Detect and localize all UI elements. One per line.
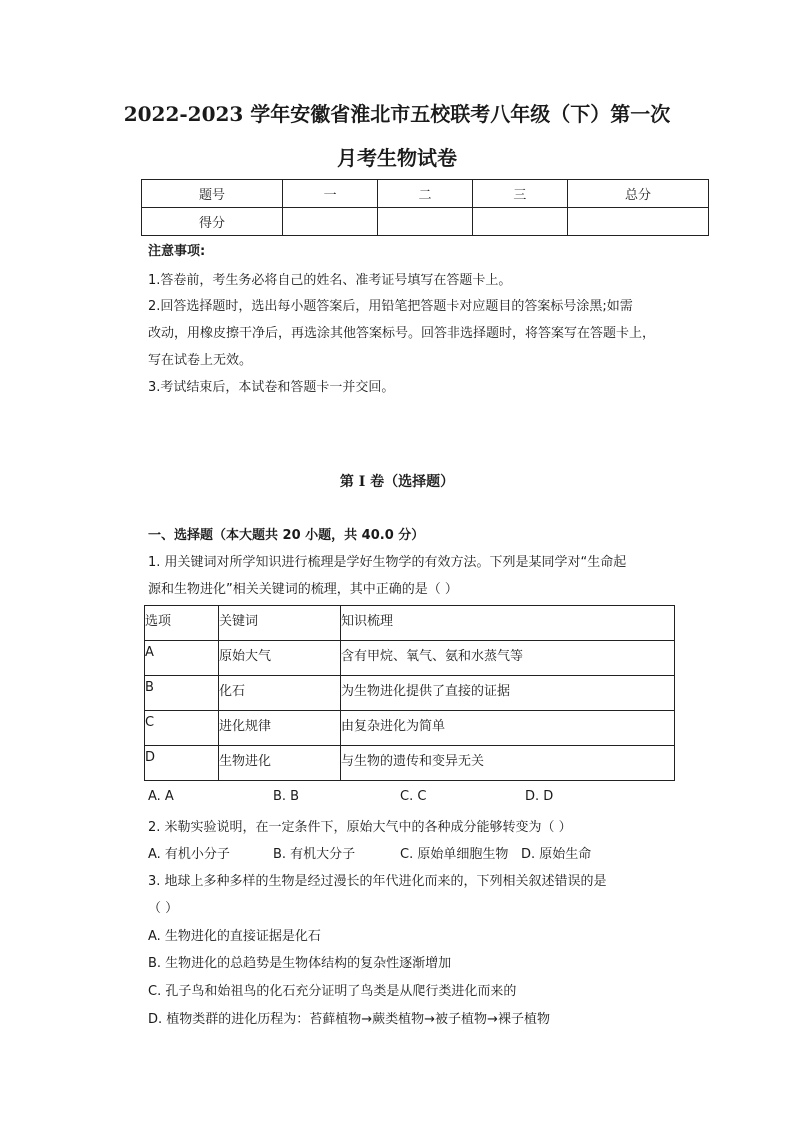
table-cell: 生物进化 — [219, 746, 341, 781]
notice-item-2-line1: 2.回答选择题时，选出每小题答案后，用铅笔把答题卡对应题目的答案标号涂黑;如需 — [148, 299, 633, 314]
table-cell: 选项 — [145, 606, 219, 641]
q3-option-d: D. 植物类群的进化历程为：苔藓植物→蕨类植物→被子植物→裸子植物 — [148, 1012, 550, 1027]
table-cell: 化石 — [219, 676, 341, 711]
notice-item-3: 3.考试结束后，本试卷和答题卡一并交回。 — [148, 380, 395, 395]
q3-option-b: B. 生物进化的总趋势是生物体结构的复杂性逐渐增加 — [148, 956, 452, 971]
table-cell: 关键词 — [219, 606, 341, 641]
q1-option-c: C. C — [400, 789, 427, 804]
notice-item-1: 1.答卷前，考生务必将自己的姓名、准考证号填写在答题卡上。 — [148, 273, 512, 288]
q1-stem-line2: 源和生物进化”相关关键词的梳理，其中正确的是（ ） — [148, 582, 458, 597]
table-row — [145, 676, 675, 711]
q1-option-a: A. A — [148, 789, 174, 804]
table-row — [145, 711, 675, 746]
table-cell: A — [145, 641, 219, 676]
q1-keyword-table — [144, 605, 675, 781]
table-row — [145, 746, 675, 781]
q3-stem-line1: 3. 地球上多种多样的生物是经过漫长的年代进化而来的，下列相关叙述错误的是 — [148, 874, 607, 889]
q3-stem-line2: （ ） — [148, 901, 179, 916]
score-table-score-row — [142, 208, 709, 236]
score-table — [141, 179, 709, 236]
table-cell: 含有甲烷、氧气、氨和水蒸气等 — [341, 641, 675, 676]
q3-option-a: A. 生物进化的直接证据是化石 — [148, 929, 321, 944]
q2-option-d: D. 原始生命 — [521, 847, 592, 862]
table-row — [145, 606, 675, 641]
exam-title-line2: 月考生物试卷 — [337, 146, 457, 170]
q2-option-c: C. 原始单细胞生物 — [400, 847, 509, 862]
q1-option-b: B. B — [273, 789, 300, 804]
table-cell: D — [145, 746, 219, 781]
table-cell: B — [145, 676, 219, 711]
score-cell — [568, 208, 709, 236]
q2-option-a: A. 有机小分子 — [148, 847, 230, 862]
table-cell: 与生物的遗传和变异无关 — [341, 746, 675, 781]
q1-stem-line1: 1. 用关键词对所学知识进行梳理是学好生物学的有效方法。下列是某同学对“生命起 — [148, 555, 627, 570]
q3-option-c: C. 孔子鸟和始祖鸟的化石充分证明了鸟类是从爬行类进化而来的 — [148, 984, 517, 999]
notice-heading: 注意事项: — [148, 244, 206, 259]
table-cell: 原始大气 — [219, 641, 341, 676]
table-cell: 进化规律 — [219, 711, 341, 746]
score-header-cell: 二 — [378, 180, 472, 208]
score-header-cell: 三 — [472, 180, 567, 208]
table-cell: 由复杂进化为简单 — [341, 711, 675, 746]
notice-item-2-line2: 改动，用橡皮擦干净后，再选涂其他答案标号。回答非选择题时，将答案写在答题卡上， — [148, 326, 656, 341]
q2-option-b: B. 有机大分子 — [273, 847, 356, 862]
table-cell: C — [145, 711, 219, 746]
score-cell — [472, 208, 567, 236]
q2-stem: 2. 米勒实验说明，在一定条件下，原始大气中的各种成分能够转变为（ ） — [148, 820, 572, 835]
section-title: 第 I 卷（选择题） — [339, 474, 455, 490]
score-header-cell: 题号 — [142, 180, 283, 208]
score-table-header-row — [142, 180, 709, 208]
table-cell: 为生物进化提供了直接的证据 — [341, 676, 675, 711]
score-row-label: 得分 — [142, 208, 283, 236]
score-header-cell: 一 — [282, 180, 377, 208]
notice-item-2-line3: 写在试卷上无效。 — [148, 353, 253, 368]
table-row — [145, 641, 675, 676]
score-cell — [378, 208, 472, 236]
score-cell — [282, 208, 377, 236]
table-cell: 知识梳理 — [341, 606, 675, 641]
q1-option-d: D. D — [525, 789, 554, 804]
part-heading: 一、选择题（本大题共 20 小题，共 40.0 分） — [148, 528, 425, 543]
score-header-cell: 总分 — [568, 180, 709, 208]
exam-title-line1: 2022-2023 学年安徽省淮北市五校联考八年级（下）第一次 — [123, 102, 671, 126]
